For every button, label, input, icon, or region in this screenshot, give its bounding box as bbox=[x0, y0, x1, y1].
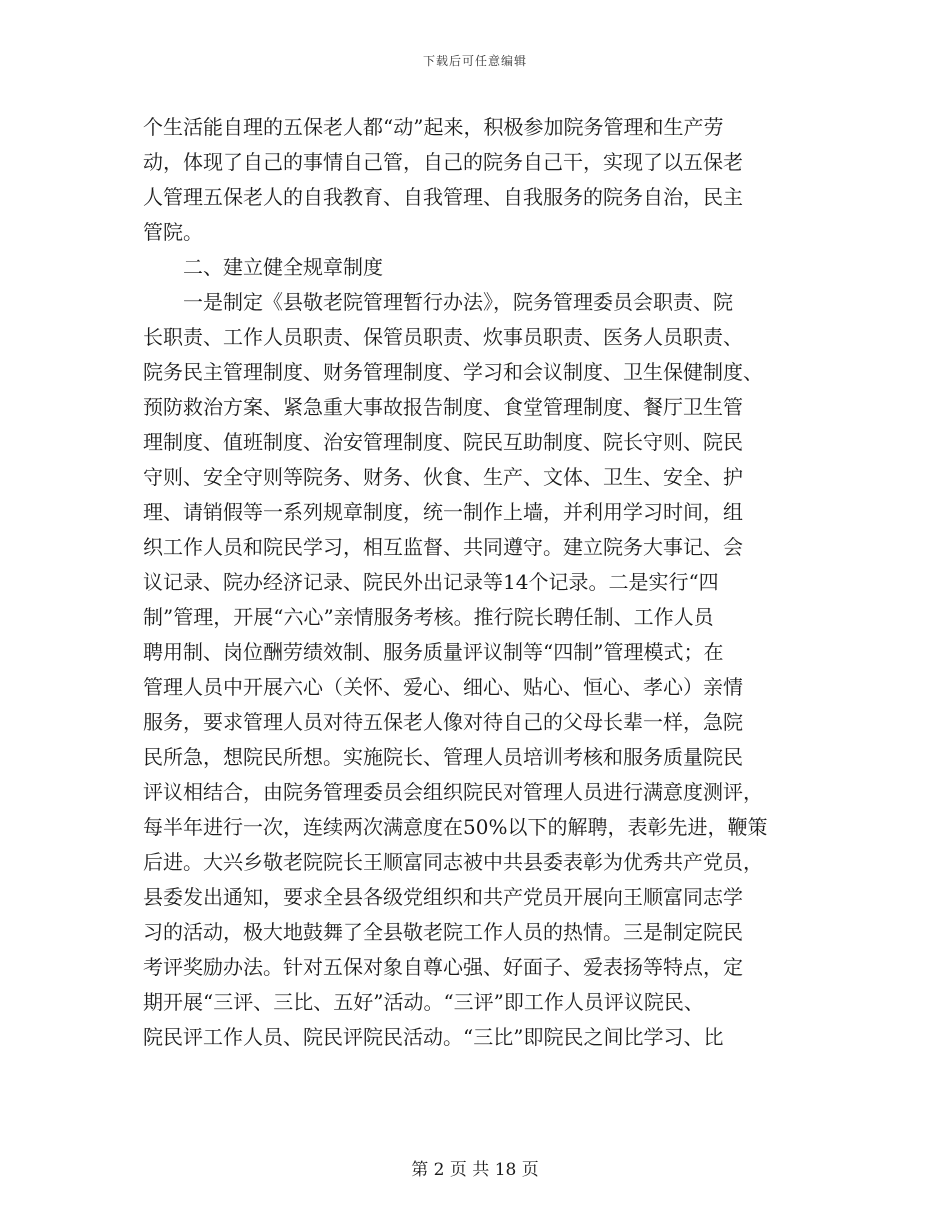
text-line: 长职责、工作人员职责、保管员职责、炊事员职责、医务人员职责、 bbox=[143, 325, 743, 349]
page-number-suffix: 页 bbox=[521, 1160, 539, 1180]
text-line: 评议相结合，由院务管理委员会组织院民对管理人员进行满意度测评， bbox=[143, 780, 763, 804]
text-line: 一是制定《县敬老院管理暂行办法》，院务管理委员会职责、院 bbox=[143, 290, 733, 314]
page-number-prefix: 第 bbox=[411, 1160, 429, 1180]
text-line: 预防救治方案、紧急重大事故报告制度、食堂管理制度、餐厅卫生管 bbox=[143, 395, 743, 419]
text-line: 考评奖励办法。针对五保对象自尊心强、好面子、爱表扬等特点，定 bbox=[143, 955, 743, 979]
text-line: 每半年进行一次，连续两次满意度在50%以下的解聘，表彰先进，鞭策 bbox=[143, 815, 768, 839]
page-header: 下载后可任意编辑 bbox=[422, 54, 527, 68]
text-line: 院务民主管理制度、财务管理制度、学习和会议制度、卫生保健制度、 bbox=[143, 360, 763, 384]
text-line: 服务，要求管理人员对待五保老人像对待自己的父母长辈一样，急院 bbox=[143, 710, 743, 734]
text-line: 院民评工作人员、院民评院民活动。“三比”即院民之间比学习、比 bbox=[143, 1025, 724, 1049]
text-line: 议记录、院办经济记录、院民外出记录等14个记录。二是实行“四 bbox=[143, 570, 719, 594]
text-line: 期开展“三评、三比、五好”活动。“三评”即工作人员评议院民、 bbox=[143, 990, 704, 1014]
current-page-number: 2 bbox=[433, 1160, 445, 1180]
body-text bbox=[143, 110, 808, 1055]
page-footer bbox=[0, 1155, 950, 1180]
page-number-middle: 页 共 bbox=[449, 1160, 490, 1180]
text-line: 民所急，想院民所想。实施院长、管理人员培训考核和服务质量院民 bbox=[143, 745, 743, 769]
total-page-count: 18 bbox=[494, 1160, 517, 1180]
section-heading: 二、建立健全规章制度 bbox=[143, 255, 383, 279]
text-line: 习的活动，极大地鼓舞了全县敬老院工作人员的热情。三是制定院民 bbox=[143, 920, 743, 944]
text-line: 后进。大兴乡敬老院院长王顺富同志被中共县委表彰为优秀共产党员， bbox=[143, 850, 763, 874]
text-line: 聘用制、岗位酬劳绩效制、服务质量评议制等“四制”管理模式；在 bbox=[143, 640, 724, 664]
text-line: 管院。 bbox=[143, 220, 203, 244]
text-line: 理、请销假等一系列规章制度，统一制作上墙，并利用学习时间，组 bbox=[143, 500, 743, 524]
text-line: 动，体现了自己的事情自己管，自己的院务自己干，实现了以五保老 bbox=[143, 150, 743, 174]
text-line: 管理人员中开展六心（关怀、爱心、细心、贴心、恒心、孝心）亲情 bbox=[143, 675, 743, 699]
text-line: 制”管理，开展“六心”亲情服务考核。推行院长聘任制、工作人员 bbox=[143, 605, 714, 629]
text-line: 理制度、值班制度、治安管理制度、院民互助制度、院长守则、院民 bbox=[143, 430, 743, 454]
text-line: 个生活能自理的五保老人都“动”起来，积极参加院务管理和生产劳 bbox=[143, 115, 724, 139]
text-line: 守则、安全守则等院务、财务、伙食、生产、文体、卫生、安全、护 bbox=[143, 465, 743, 489]
text-line: 人管理五保老人的自我教育、自我管理、自我服务的院务自治，民主 bbox=[143, 185, 743, 209]
text-line: 织工作人员和院民学习，相互监督、共同遵守。建立院务大事记、会 bbox=[143, 535, 743, 559]
text-line: 县委发出通知，要求全县各级党组织和共产党员开展向王顺富同志学 bbox=[143, 885, 743, 909]
